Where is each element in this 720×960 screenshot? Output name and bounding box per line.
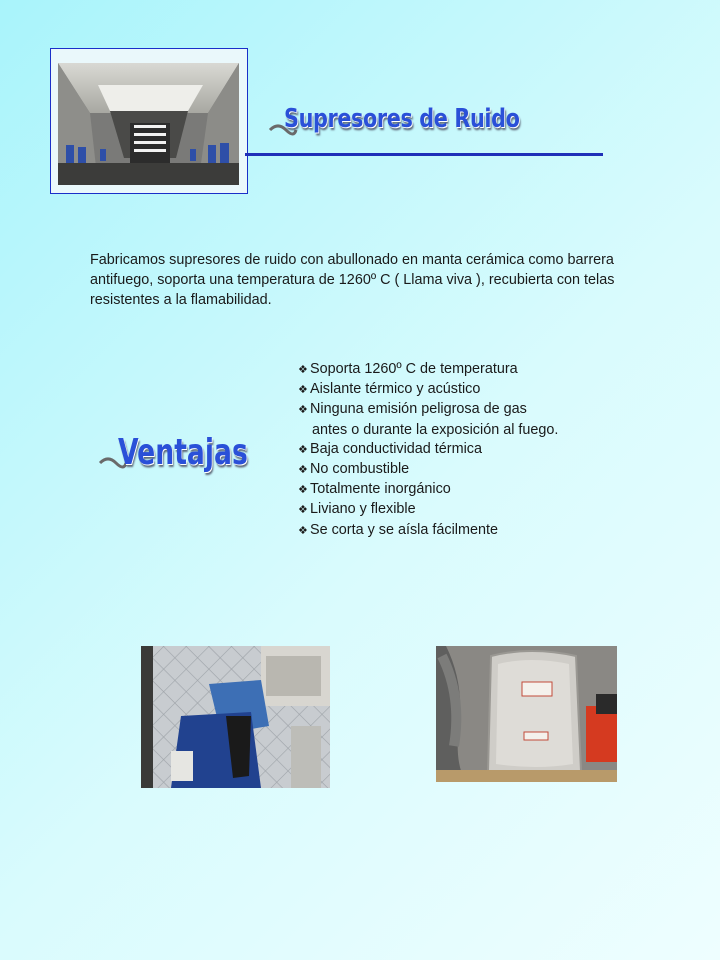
bullet-icon: ❖ bbox=[298, 384, 308, 397]
bullet-icon: ❖ bbox=[298, 404, 308, 417]
page-title: Supresores de Ruido bbox=[284, 104, 520, 134]
bullet-icon: ❖ bbox=[298, 504, 308, 517]
advantages-list bbox=[298, 360, 558, 541]
list-item: ❖ Soporta 1260º C de temperatura bbox=[298, 360, 558, 380]
insulation-seat-photo bbox=[141, 646, 330, 788]
emergency-door-photo bbox=[436, 646, 617, 782]
list-item: ❖ Baja conductividad térmica bbox=[298, 440, 558, 460]
list-item: ❖ Liviano y flexible bbox=[298, 500, 558, 520]
bullet-icon: ❖ bbox=[298, 524, 308, 537]
intro-paragraph: Fabricamos supresores de ruido con abullonado en manta cerámica como barrera antifuego, soporta una temperatura de 1260º C ( Llama viva ), recubierta con telas resistentes a la flamabilidad. bbox=[90, 252, 615, 308]
aircraft-cabin-photo bbox=[58, 63, 239, 185]
list-item-continuation: antes o durante la exposición al fuego. bbox=[312, 421, 559, 438]
bullet-icon: ❖ bbox=[298, 484, 308, 497]
bullet-icon: ❖ bbox=[298, 464, 308, 477]
bullet-icon: ❖ bbox=[298, 443, 308, 456]
list-item: ❖ No combustible bbox=[298, 460, 558, 480]
list-item: ❖ Aislante térmico y acústico bbox=[298, 380, 558, 400]
list-item: ❖ Ninguna emisión peligrosa de gas bbox=[298, 400, 558, 420]
bullet-icon: ❖ bbox=[298, 364, 308, 376]
list-item: ❖ Totalmente inorgánico bbox=[298, 480, 558, 500]
ventajas-heading: Ventajas bbox=[118, 432, 248, 473]
title-underline bbox=[245, 153, 603, 156]
list-item: ❖ Se corta y se aísla fácilmente bbox=[298, 521, 558, 541]
